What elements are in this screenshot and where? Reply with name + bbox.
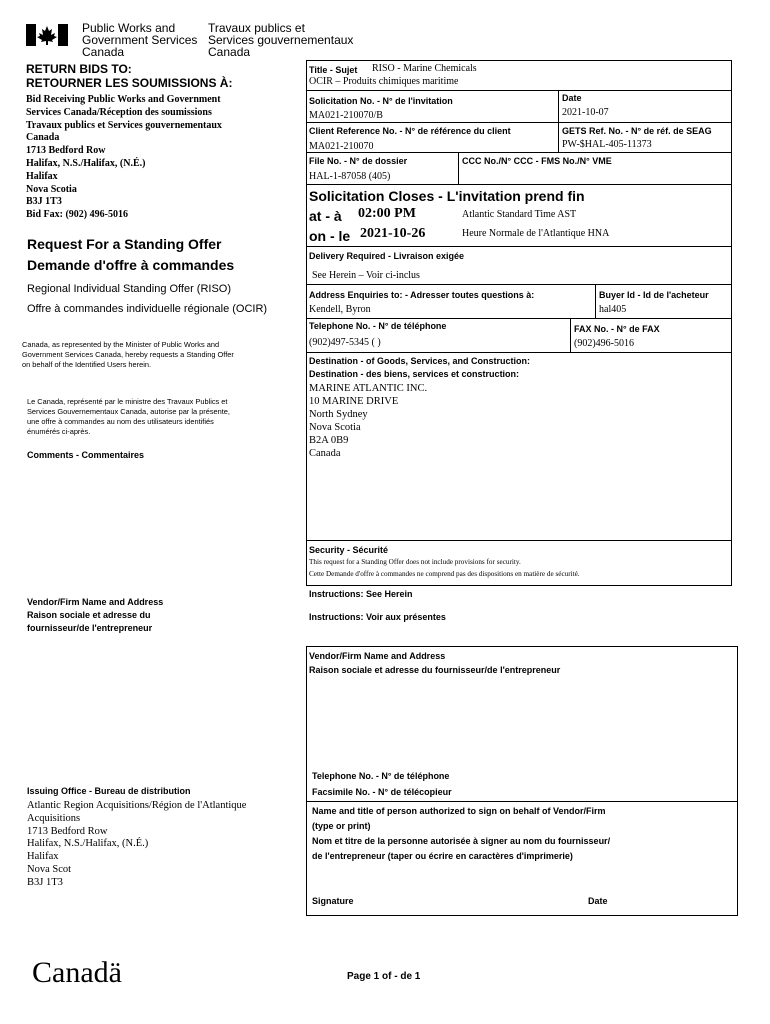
client-reference-value: MA021-210070	[309, 141, 374, 152]
gets-ref-label: GETS Ref. No. - N° de réf. de SEAG	[562, 126, 712, 136]
ccc-label: CCC No./N° CCC - FMS No./N° VME	[462, 156, 612, 166]
address-enquiries-value: Kendell, Byron	[309, 304, 371, 315]
issuing-office-label: Issuing Office - Bureau de distribution	[27, 786, 191, 796]
destination-address: MARINE ATLANTIC INC. 10 MARINE DRIVE North Sydney Nova Scotia B2A 0B9 Canada	[309, 383, 428, 459]
return-bids-label-en: RETURN BIDS TO:	[26, 62, 132, 76]
fax-value: (902)496-5016	[574, 338, 634, 349]
fax-label: FAX No. - N° de FAX	[574, 324, 660, 334]
destination-label-en: Destination - of Goods, Services, and Construction:	[309, 356, 531, 366]
on-label: on - le	[309, 228, 351, 244]
timezone-fr: Heure Normale de l'Atlantique HNA	[462, 228, 610, 239]
canada-flag-icon	[26, 24, 68, 46]
vendor-signature-box	[306, 646, 738, 916]
buyer-id-value: hal405	[599, 304, 627, 315]
request-text-en: Canada, as represented by the Minister of Public Works and Government Services Canada, hereby requests a Standing Offer on behalf of the Identified Users herein.	[22, 340, 234, 369]
vendor-date-label: Date	[588, 896, 608, 906]
authorized-person-label: Name and title of person authorized to sign on behalf of Vendor/Firm (type or print) Nom et titre de la personne autorisée à signer au nom du fournisseur/ de l'entrepreneur (taper ou écrire en caractères d'imprimerie)	[312, 806, 611, 861]
canada-wordmark: Canadä	[32, 956, 122, 989]
solicitation-closes-heading: Solicitation Closes - L'invitation prend fin	[309, 188, 585, 204]
client-reference-label: Client Reference No. - N° de référence du client	[309, 126, 511, 136]
telephone-value: (902)497-5345 ( )	[309, 337, 381, 348]
gets-ref-value: PW-$HAL-405-11373	[562, 139, 652, 150]
security-text-fr: Cette Demande d'offre à commandes ne comprend pas des dispositions en matière de sécurité.	[309, 570, 580, 578]
security-label: Security - Sécurité	[309, 545, 389, 555]
buyer-id-label: Buyer Id - Id de l'acheteur	[599, 290, 709, 300]
signature-label: Signature	[312, 896, 354, 906]
solicitation-value: MA021-210070/B	[309, 110, 383, 121]
telephone-label: Telephone No. - N° de téléphone	[309, 321, 447, 331]
vendor-box-label-en: Vendor/Firm Name and Address	[309, 651, 446, 661]
at-label: at - à	[309, 208, 342, 224]
title-en: RISO - Marine Chemicals	[372, 63, 477, 74]
department-name-fr: Travaux publics et Services gouvernementaux Canada	[208, 21, 354, 59]
instructions-en: Instructions: See Herein	[309, 589, 413, 599]
request-text-fr: Le Canada, représenté par le ministre des Travaux Publics et Services Gouvernementaux Canada, autorise par la présente, une offre à commandes au nom des utilisateurs identifiés énumérés ci-après.	[27, 397, 230, 436]
date-value: 2021-10-07	[562, 107, 609, 118]
file-number-label: File No. - N° de dossier	[309, 156, 408, 166]
vendor-telephone-label: Telephone No. - N° de téléphone	[312, 771, 450, 781]
address-enquiries-label: Address Enquiries to: - Adresser toutes questions à:	[309, 290, 535, 300]
closing-time: 02:00 PM	[358, 206, 416, 221]
delivery-label: Delivery Required - Livraison exigée	[309, 251, 465, 261]
instructions-fr: Instructions: Voir aux présentes	[309, 612, 446, 622]
timezone-en: Atlantic Standard Time AST	[462, 209, 577, 220]
return-bids-label-fr: RETOURNER LES SOUMISSIONS À:	[26, 76, 233, 90]
title-fr: OCIR – Produits chimiques maritime	[309, 76, 459, 87]
solicitation-label: Solicitation No. - N° de l'invitation	[309, 96, 453, 106]
date-label: Date	[562, 93, 582, 103]
closing-date: 2021-10-26	[360, 226, 426, 241]
request-type-fr: Offre à commandes individuelle régionale (OCIR)	[27, 303, 268, 315]
department-name-en: Public Works and Government Services Canada	[82, 21, 198, 59]
comments-label: Comments - Commentaires	[27, 450, 145, 460]
page-number: Page 1 of - de 1	[347, 971, 421, 982]
request-type-en: Regional Individual Standing Offer (RISO)	[27, 283, 232, 295]
vendor-left-label: Vendor/Firm Name and Address Raison sociale et adresse du fournisseur/de l'entrepreneur	[27, 597, 164, 633]
return-bids-address: Bid Receiving Public Works and Government Services Canada/Réception des soumissions Travaux publics et Services gouvernementaux Canada 1713 Bedford Row Halifax, N.S./Halifax, (N.É.) Halifax Nova Scotia B3J 1T3 Bid Fax: (902) 496-5016	[26, 94, 222, 221]
vendor-box-label-fr: Raison sociale et adresse du fournisseur/de l'entrepreneur	[309, 665, 561, 675]
security-text-en: This request for a Standing Offer does not include provisions for security.	[309, 558, 521, 566]
delivery-value: See Herein – Voir ci-inclus	[312, 270, 420, 281]
destination-label-fr: Destination - des biens, services et construction:	[309, 369, 520, 379]
title-label: Title - Sujet	[309, 65, 358, 75]
file-number-value: HAL-1-87058 (405)	[309, 171, 391, 182]
request-title-fr: Demande d'offre à commandes	[27, 257, 235, 273]
request-title-en: Request For a Standing Offer	[27, 236, 222, 252]
issuing-office-address: Atlantic Region Acquisitions/Région de l'Atlantique Acquisitions 1713 Bedford Row Halifax, N.S./Halifax, (N.É.) Halifax Nova Scot B3J 1T3	[27, 800, 247, 888]
vendor-fax-label: Facsimile No. - N° de télécopieur	[312, 787, 452, 797]
